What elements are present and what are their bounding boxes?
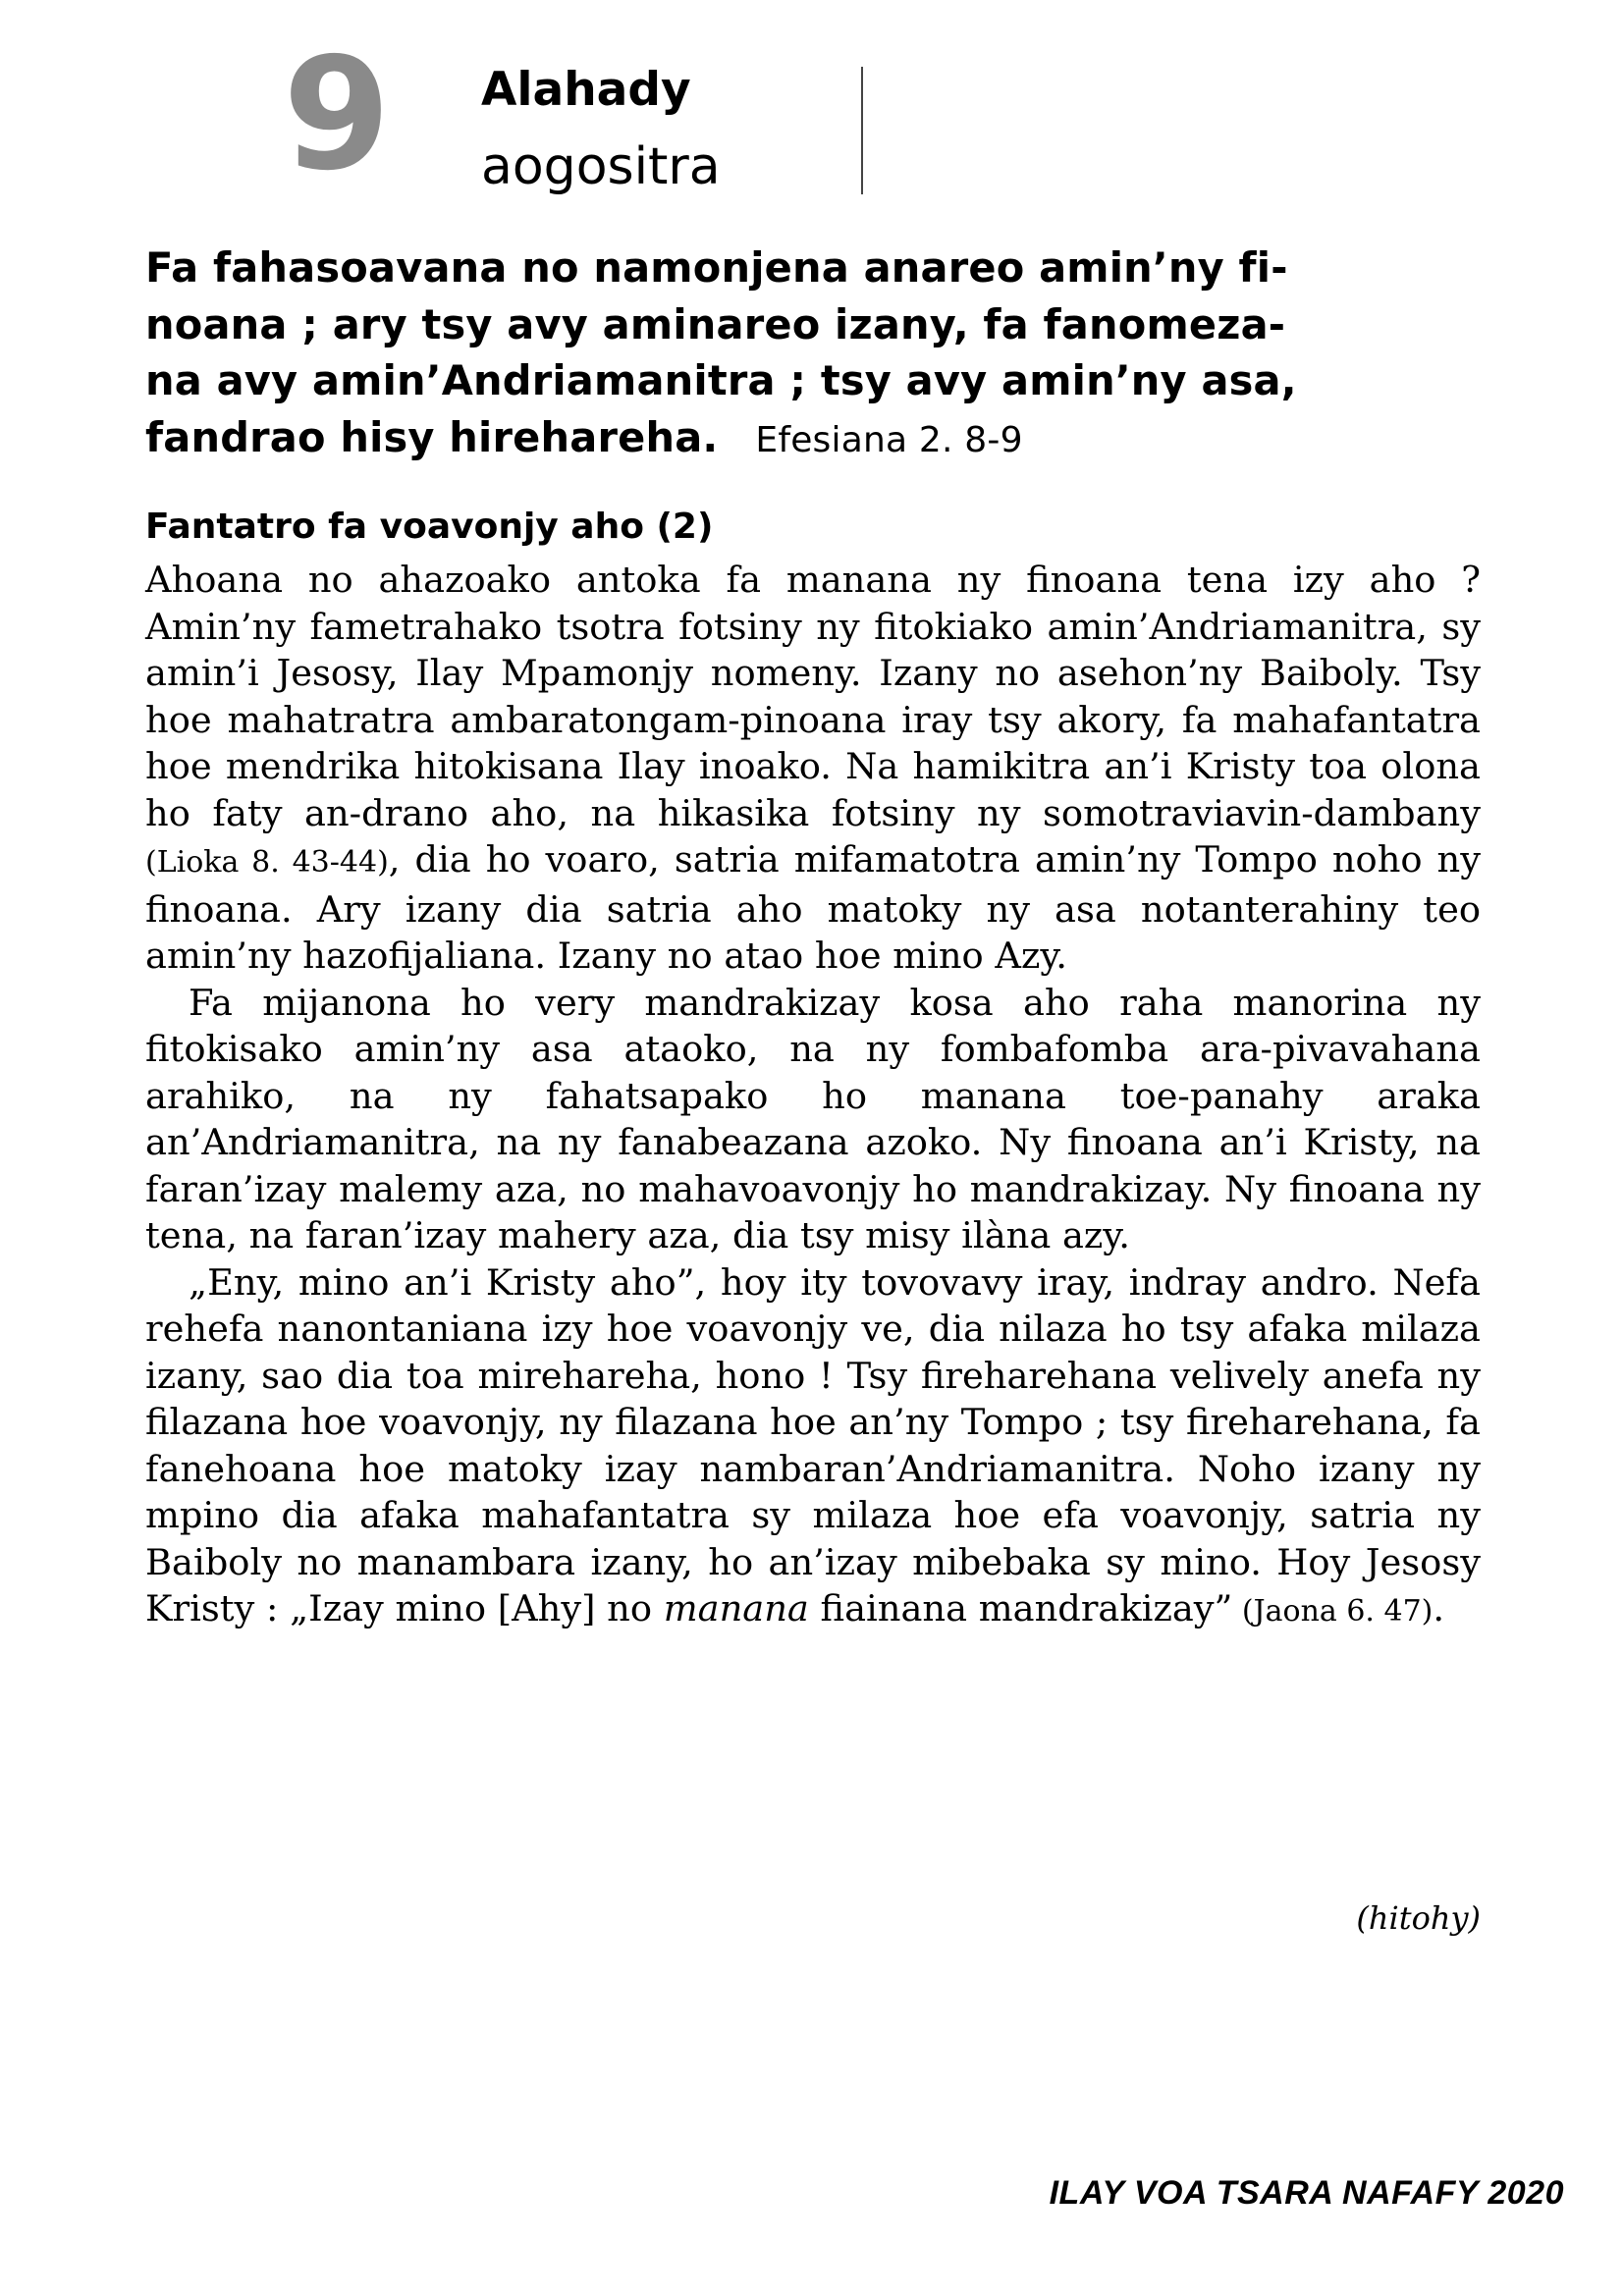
verse-line: na avy amin’Andriamanitra ; tsy avy amin’ny asa,: [145, 356, 1297, 404]
paragraph-text: fiainana mandrakizay”: [808, 1587, 1233, 1629]
paragraph-text: „Eny, mino an’i Kristy aho”, hoy ity tovovavy iray, indray andro. Nefa rehefa nanontaniana izy hoe voavonjy ve, dia nilaza ho tsy afaka milaza izany, sao dia toa mirehareha, hono ! Tsy fireharehana velively anefa ny filazana hoe voavonjy, ny filazana hoe an’ny Tompo ; tsy fireharehana, fa fanehoana hoe matoky izay nambaran’Andriamanitra. Noho izany ny mpino dia afaka mahafantatra sy milaza hoe efa voavonjy, satria ny Baiboly no manambara izany, ho an’izay mibebaka sy mino. Hoy Jesosy Kristy : „Izay mino [Ahy] no: [145, 1260, 1481, 1629]
month: aogositra: [481, 137, 721, 196]
header-divider: [861, 67, 863, 194]
day-number: 9: [283, 25, 389, 205]
continuation-note: (hitohy): [1356, 1899, 1481, 1937]
bible-reference: (Jaona 6. 47): [1232, 1594, 1434, 1629]
paragraph-text: Ahoana no ahazoako antoka fa manana ny finoana tena izy aho ? Amin’ny fametrahako tsotra fotsiny ny fitokiako amin’Andriamanitra, sy amin’i Jesosy, Ilay Mpamonjy nomeny. Izany no asehon’ny Baiboly. Tsy hoe mahatratra ambaratongam-pinoana iray tsy akory, fa mahafantatra hoe mendrika hitokisana Ilay inoako. Na hamikitra an’i Kristy toa olona ho faty an-drano aho, na hikasika fotsiny ny somotraviavin-dambany: [145, 559, 1481, 834]
verse-line: fandrao hisy hirehareha.: [145, 412, 719, 461]
weekday: Alahady: [481, 63, 691, 117]
paragraph: [145, 557, 1481, 980]
paragraph-text: .: [1433, 1587, 1445, 1629]
publication-footer: ILAY VOA TSARA NAFAFY 2020: [1049, 2174, 1564, 2212]
paragraph: Fa mijanona ho very mandrakizay kosa aho raha manorina ny fitokisako amin’ny asa ataoko, na ny fombafomba ara-pivavahana arahiko, na ny fahatsapako ho manana toe-panahy araka an’Andriamanitra, na ny fanabeazana azoko. Ny finoana an’i Kristy, na faran’izay malemy aza, no mahavoavonjy ho mandrakizay. Ny finoana ny tena, na faran’izay mahery aza, dia tsy misy ilàna azy.: [145, 981, 1481, 1256]
devotion-body: [145, 557, 1481, 1635]
emphasis-text: manana: [663, 1587, 809, 1629]
verse-line: Fa fahasoavana no namonjena anareo amin’ny fi-: [145, 243, 1288, 292]
verse-reference: Efesiana 2. 8-9: [755, 419, 1023, 460]
verse-line: noana ; ary tsy avy aminareo izany, fa fanomeza-: [145, 299, 1286, 348]
scripture-verse: [145, 240, 1481, 468]
bible-reference: (Lioka 8. 43-44): [145, 845, 389, 880]
paragraph: [145, 1259, 1481, 1635]
paragraph-text: , dia ho voaro, satria mifamatotra amin’ny Tompo noho ny finoana. Ary izany dia satria aho matoky ny asa notanterahiny teo amin’ny hazofijaliana. Izany no atao hoe mino Azy.: [145, 838, 1481, 977]
date-header: [283, 25, 872, 208]
devotion-title: Fantatro fa voavonjy aho (2): [145, 507, 714, 547]
